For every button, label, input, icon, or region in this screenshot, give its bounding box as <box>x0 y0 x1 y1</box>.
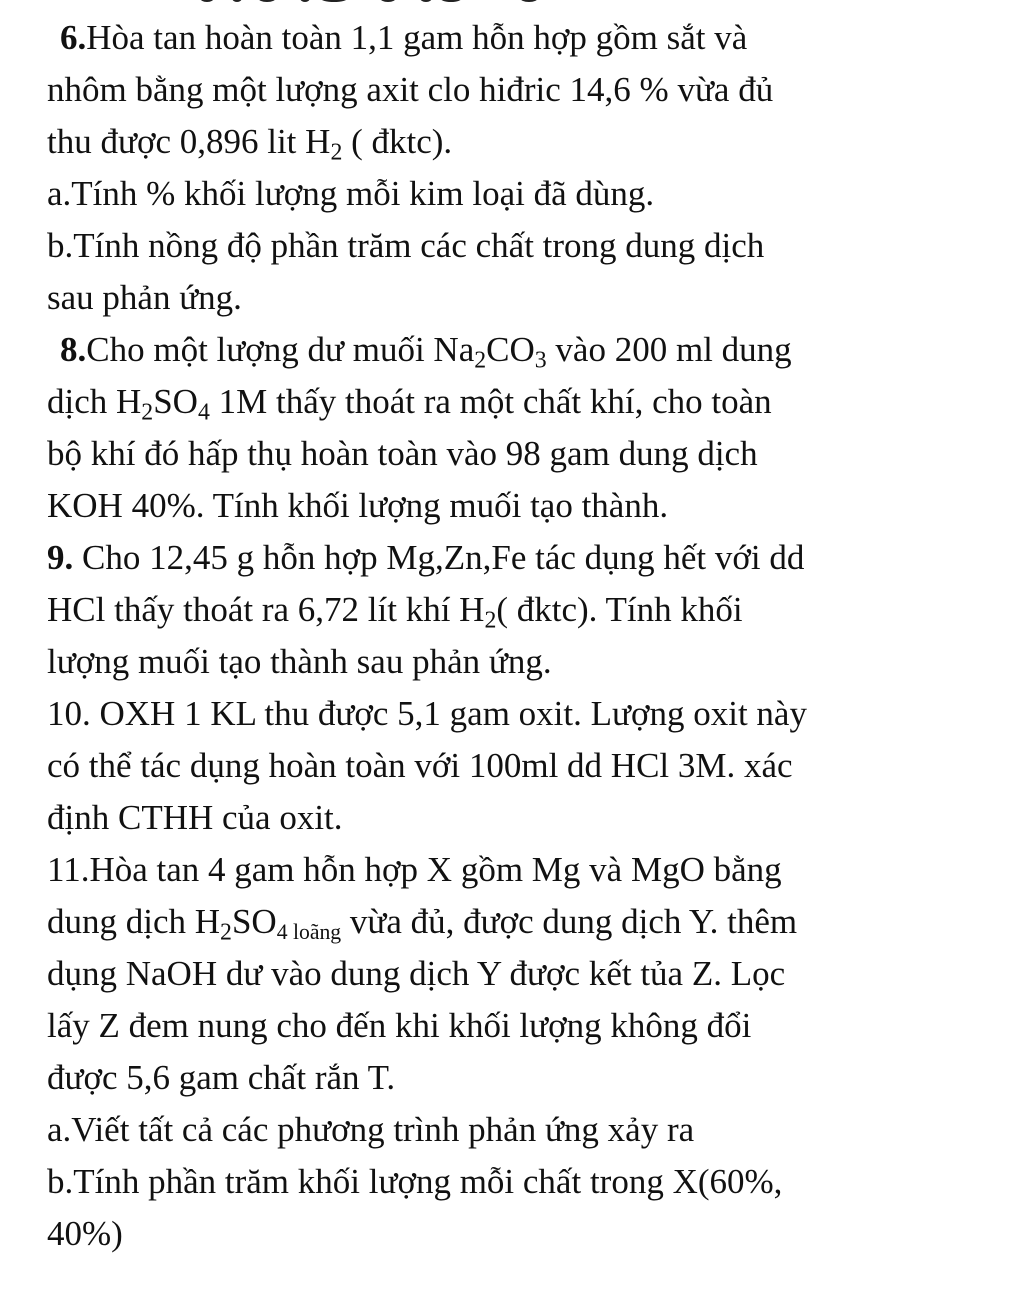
subscript: 2 <box>141 399 154 426</box>
problem-8-line-1 <box>47 324 1017 376</box>
problem-8-number: 8. <box>60 330 87 369</box>
text-segment: ( đktc). <box>342 122 453 161</box>
text-segment: 1M thấy thoát ra một chất khí, cho toàn <box>209 382 772 421</box>
problem-6-line-2: nhôm bằng một lượng axit clo hiđric 14,6 % vừa đủ <box>47 70 774 109</box>
problem-6-line-3 <box>47 116 1017 168</box>
problem-11-line-5: được 5,6 gam chất rắn T. <box>47 1058 396 1097</box>
problem-10-line-3: định CTHH của oxit. <box>47 798 343 837</box>
problem-10-line-1: 10. OXH 1 KL thu được 5,1 gam oxit. Lượng oxit này <box>47 694 807 733</box>
text-segment: dịch H <box>47 382 142 421</box>
problem-6-part-a: a.Tính % khối lượng mỗi kim loại đã dùng. <box>47 174 655 213</box>
problem-8-line-3: bộ khí đó hấp thụ hoàn toàn vào 98 gam dung dịch <box>47 434 758 473</box>
text-segment: thu được 0,896 lit H <box>47 122 331 161</box>
problem-11-line-4: lấy Z đem nung cho đến khi khối lượng không đổi <box>47 1006 752 1045</box>
problem-11-part-b: b.Tính phần trăm khối lượng mỗi chất trong X(60%, <box>47 1162 783 1201</box>
problem-9-line-2 <box>47 584 1017 636</box>
problem-6-part-b-cont: sau phản ứng. <box>47 278 242 317</box>
problem-8 <box>47 324 1017 532</box>
text-segment: CO <box>486 330 535 369</box>
problem-11-line-2 <box>47 896 1017 948</box>
problem-10-line-2: có thể tác dụng hoàn toàn với 100ml dd HCl 3M. xác <box>47 746 793 785</box>
problem-6-line-1 <box>47 12 1017 64</box>
problem-6 <box>47 12 1017 324</box>
subscript: 3 <box>534 347 547 374</box>
subscript: 2 <box>330 139 343 166</box>
text-segment: Cho một lượng dư muối Na <box>86 330 475 369</box>
text-segment: SO <box>153 382 198 421</box>
problem-10 <box>47 688 1017 844</box>
problem-11 <box>47 844 1017 1260</box>
problem-11-part-a: a.Viết tất cả các phương trình phản ứng xảy ra <box>47 1110 695 1149</box>
problem-9-text: Cho 12,45 g hỗn hợp Mg,Zn,Fe tác dụng hết với dd <box>73 538 805 577</box>
text-segment: vừa đủ, được dung dịch Y. thêm <box>341 902 798 941</box>
cropped-top-text <box>0 0 1024 8</box>
text-segment: ( đktc). Tính khối <box>496 590 743 629</box>
problem-6-number: 6. <box>60 18 87 57</box>
problem-8-line-2 <box>47 376 1017 428</box>
text-segment: HCl thấy thoát ra 6,72 lít khí H <box>47 590 485 629</box>
problem-6-part-b: b.Tính nồng độ phần trăm các chất trong dung dịch <box>47 226 765 265</box>
text-segment: dung dịch H <box>47 902 221 941</box>
subscript: 2 <box>474 347 487 374</box>
text-segment: vào 200 ml dung <box>546 330 792 369</box>
problem-9-line-3: lượng muối tạo thành sau phản ứng. <box>47 642 552 681</box>
problem-11-line-3: dụng NaOH dư vào dung dịch Y được kết tủa Z. Lọc <box>47 954 786 993</box>
problem-6-text: Hòa tan hoàn toàn 1,1 gam hỗn hợp gồm sắt và <box>86 18 748 57</box>
subscript: 2 <box>220 919 232 946</box>
problem-11-line-1: 11.Hòa tan 4 gam hỗn hợp X gồm Mg và MgO bằng <box>47 850 782 889</box>
problem-8-line-4: KOH 40%. Tính khối lượng muối tạo thành. <box>47 486 669 525</box>
subscript: 4 loãng <box>276 920 342 945</box>
problem-9 <box>47 532 1017 688</box>
document-page <box>47 12 1017 1260</box>
text-segment: SO <box>231 902 277 941</box>
problem-11-part-b-cont: 40%) <box>47 1214 123 1253</box>
subscript: 4 <box>197 399 210 426</box>
subscript: 2 <box>484 607 497 634</box>
problem-9-number: 9. <box>47 538 74 577</box>
problem-9-line-1 <box>47 532 1017 584</box>
